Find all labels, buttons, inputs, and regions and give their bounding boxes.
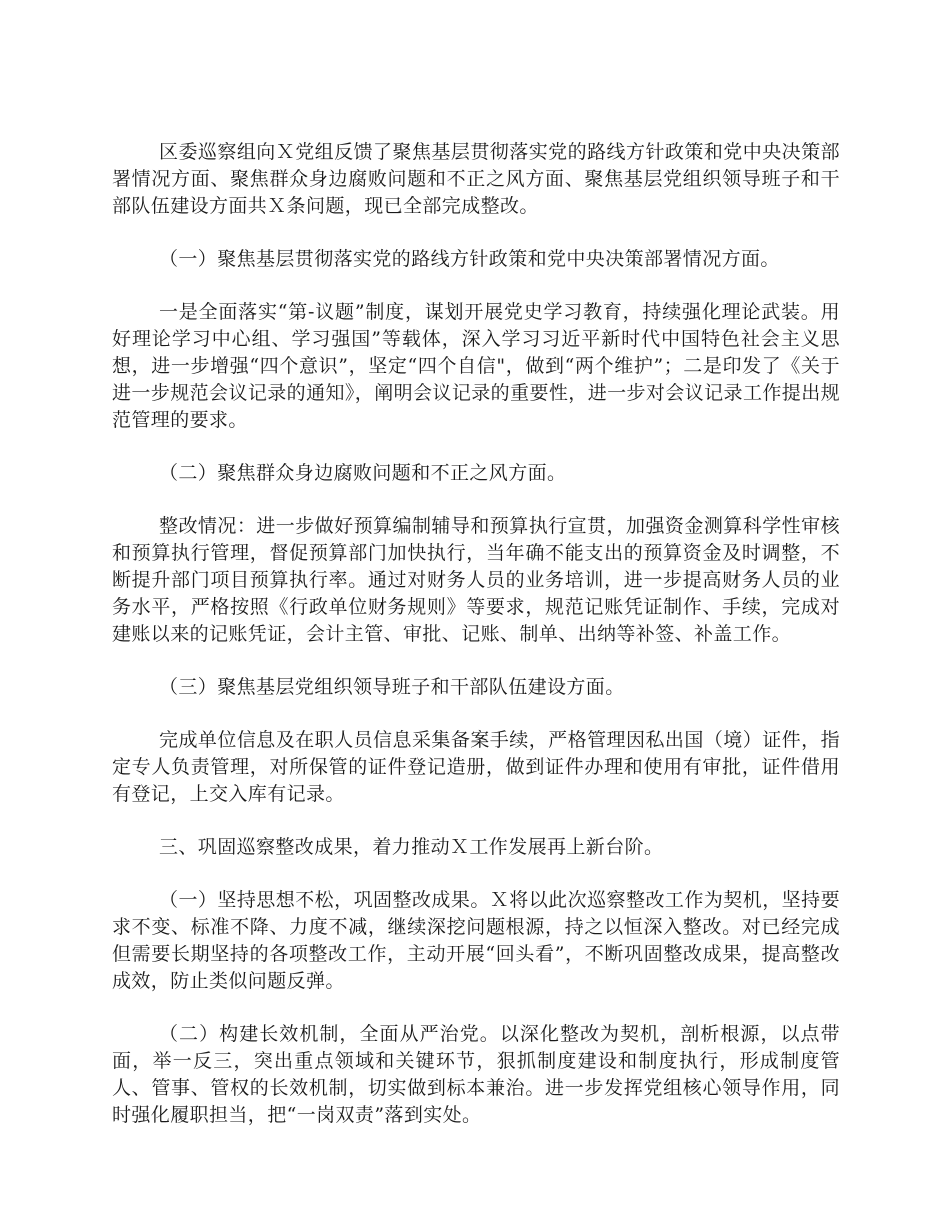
- section-heading-3: （三）聚焦基层党组织领导班子和干部队伍建设方面。: [159, 676, 625, 698]
- consolidate-paragraph-2: （二）构建长效机制，全面从严治党。以深化整改为契机，剖析根源，以点带面，举一反三，突出重点领域和关键环节，狠抓制度建设和制度执行，形成制度管人、管事、管权的长效机制，切实做到标本兼治。进一步发挥党组核心领导作用，同时强化履职担当，把“一岗双责”落到实处。: [112, 1023, 840, 1126]
- section-heading-2: （二）聚焦群众身边腐败问题和不正之风方面。: [159, 462, 567, 484]
- chapter-heading-3: 三、巩固巡察整改成果，着力推动Ｘ工作发展再上新台阶。: [159, 836, 664, 858]
- consolidate-paragraph-1: （一）坚持思想不松，巩固整改成果。Ｘ将以此次巡察整改工作为契机，坚持要求不变、标准不降、力度不减，继续深挖问题根源，持之以恒深入整改。对已经完成但需要长期坚持的各项整改工作，主动开展“回头看”，不断巩固整改成果，提高整改成效，防止类似问题反弹。: [112, 889, 840, 992]
- intro-paragraph: 区委巡察组向Ｘ党组反馈了聚焦基层贯彻落实党的路线方针政策和党中央决策部署情况方面、聚焦群众身边腐败问题和不正之风方面、聚焦基层党组织领导班子和干部队伍建设方面共Ｘ条问题，现已全部完成整改。: [112, 141, 840, 217]
- section-3-body: 完成单位信息及在职人员信息采集备案手续，严格管理因私出国（境）证件，指定专人负责管理，对所保管的证件登记造册，做到证件办理和使用有审批，证件借用有登记，上交入库有记录。: [112, 729, 840, 805]
- section-1-body: 一是全面落实“第-议题”制度，谋划开展党史学习教育，持续强化理论武装。用好理论学习中心组、学习强国”等载体，深入学习习近平新时代中国特色社会主义思想，进一步增强“四个意识”，坚定“四个自信"，做到“两个维护”；二是印发了《关于进一步规范会议记录的通知》，阐明会议记录的重要性，进一步对会议记录工作提出规范管理的要求。: [112, 301, 840, 431]
- section-heading-1: （一）聚焦基层贯彻落实党的路线方针政策和党中央决策部署情况方面。: [159, 248, 780, 270]
- section-2-body: 整改情况：进一步做好预算编制辅导和预算执行宣贯，加强资金测算科学性审核和预算执行管理，督促预算部门加快执行，当年确不能支出的预算资金及时调整，不断提升部门项目预算执行率。通过对财务人员的业务培训，进一步提高财务人员的业务水平，严格按照《行政单位财务规则》等要求，规范记账凭证制作、手续，完成对建账以来的记账凭证，会计主管、审批、记账、制单、出纳等补签、补盖工作。: [112, 515, 840, 645]
- document-page: [112, 139, 840, 1155]
